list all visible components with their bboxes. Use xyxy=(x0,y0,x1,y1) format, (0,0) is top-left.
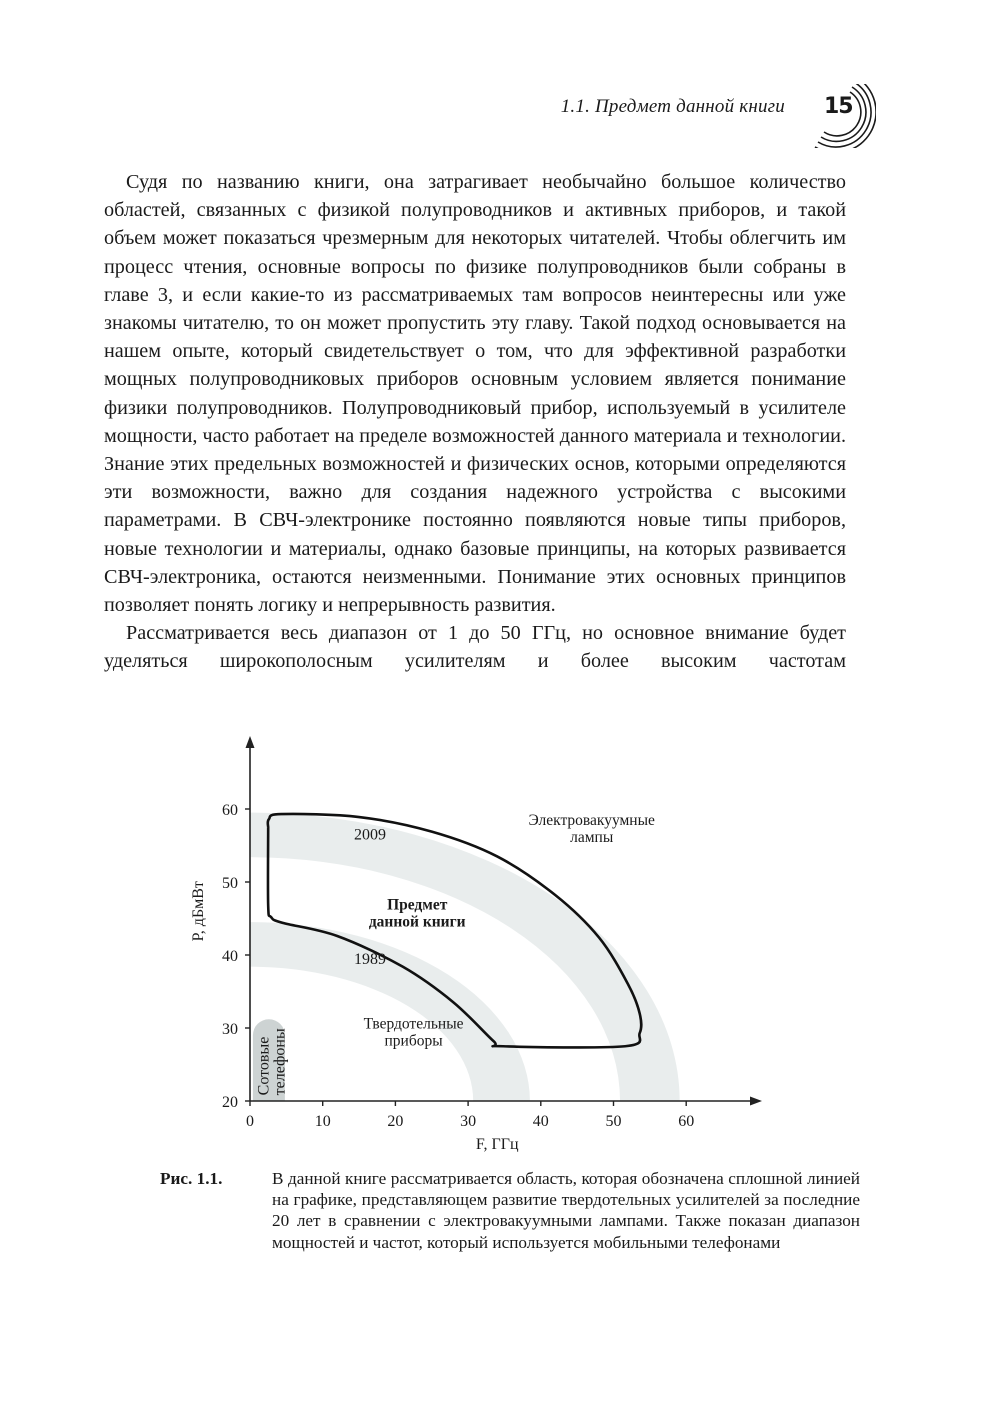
solid-state-label: Твердотельные xyxy=(363,1015,464,1033)
paragraph: Рассматривается весь диапазон от 1 до 50 ГГц, но основное внимание будет уделяться широкополосным усилителям и более высоким частотам xyxy=(104,622,846,673)
book-region-label: данной книги xyxy=(368,913,466,931)
solid-state-label: приборы xyxy=(384,1032,443,1050)
page-number: 15 xyxy=(824,94,853,119)
y-tick-label: 60 xyxy=(222,802,238,819)
x-axis-title: F, ГГц xyxy=(475,1136,519,1153)
y-tick-label: 30 xyxy=(222,1021,238,1038)
figure-caption-text: В данной книге рассматривается область, которая обозначена сплошной линией на графике, представляющем развитие твердотельных усилителей за последние 20 лет в сравнении с электровакуумными лампами. Также показан диапазон мощностей и частот, который используется мобильными телефонами xyxy=(272,1169,860,1252)
cell-phones-label: телефоны xyxy=(271,1028,289,1096)
y-axis-arrow-icon xyxy=(246,736,255,748)
y-tick-label: 20 xyxy=(222,1094,238,1111)
book-region-label: Предмет xyxy=(387,896,448,914)
band-label-2009: 2009 xyxy=(353,826,386,844)
x-tick-label: 50 xyxy=(605,1113,622,1130)
body-text xyxy=(104,168,846,676)
figure-label: Рис. 1.1. xyxy=(160,1169,223,1188)
paragraph: Судя по названию книги, она затрагивает необычайно большое количество областей, связанных с физикой полупроводников и активных приборов, и такой объем может показаться чрезмерным для некоторых читателей. Чтобы облегчить им процесс чтения, основные вопросы по физике полупроводников были собраны в главе 3, и если какие-то из рассматриваемых там вопросов неинтересны или уже знакомы читателю, то он может пропустить эту главу. Такой подход основывается на нашем опыте, который свидетельствует о том, что для эффективной разработки мощных полупроводниковых приборов основным условием является понимание физики полупроводников. Полупроводниковый прибор, используемый в усилителе мощности, часто работает на пределе возможностей данного материала и технологии. Знание этих предельных возможностей и физических основ, которыми определяются эти возможности, важно для создания надежного устройства с высокими параметрами. В СВЧ-электронике постоянно появляются новые типы приборов, новые технологии и материалы, однако базовые принципы, на которых развивается СВЧ-электроника, остаются неизменными. Понимание этих основных принципов позволяет понять логику и непрерывность развития. xyxy=(104,171,846,617)
x-tick-label: 60 xyxy=(678,1113,695,1130)
y-axis-title: P, дБмВт xyxy=(190,881,207,942)
running-header-title: 1.1. Предмет данной книги xyxy=(560,96,785,117)
band-1989 xyxy=(250,922,530,1101)
vacuum-tubes-label: Электровакуумные xyxy=(528,812,655,830)
x-tick-label: 10 xyxy=(314,1113,331,1130)
band-label-1989: 1989 xyxy=(353,950,386,968)
x-tick-label: 30 xyxy=(460,1113,477,1130)
cell-phones-label: Сотовые xyxy=(255,1036,273,1096)
x-tick-label: 0 xyxy=(246,1113,254,1130)
x-tick-label: 40 xyxy=(532,1113,549,1130)
y-tick-label: 50 xyxy=(222,875,238,892)
figure-1-1 xyxy=(0,720,1000,1160)
x-axis-arrow-icon xyxy=(750,1097,762,1106)
vacuum-tubes-label: лампы xyxy=(570,829,614,847)
y-tick-label: 40 xyxy=(222,948,238,965)
power-frequency-chart xyxy=(0,720,1000,1160)
x-tick-label: 20 xyxy=(387,1113,404,1130)
page-number-badge xyxy=(810,84,876,148)
